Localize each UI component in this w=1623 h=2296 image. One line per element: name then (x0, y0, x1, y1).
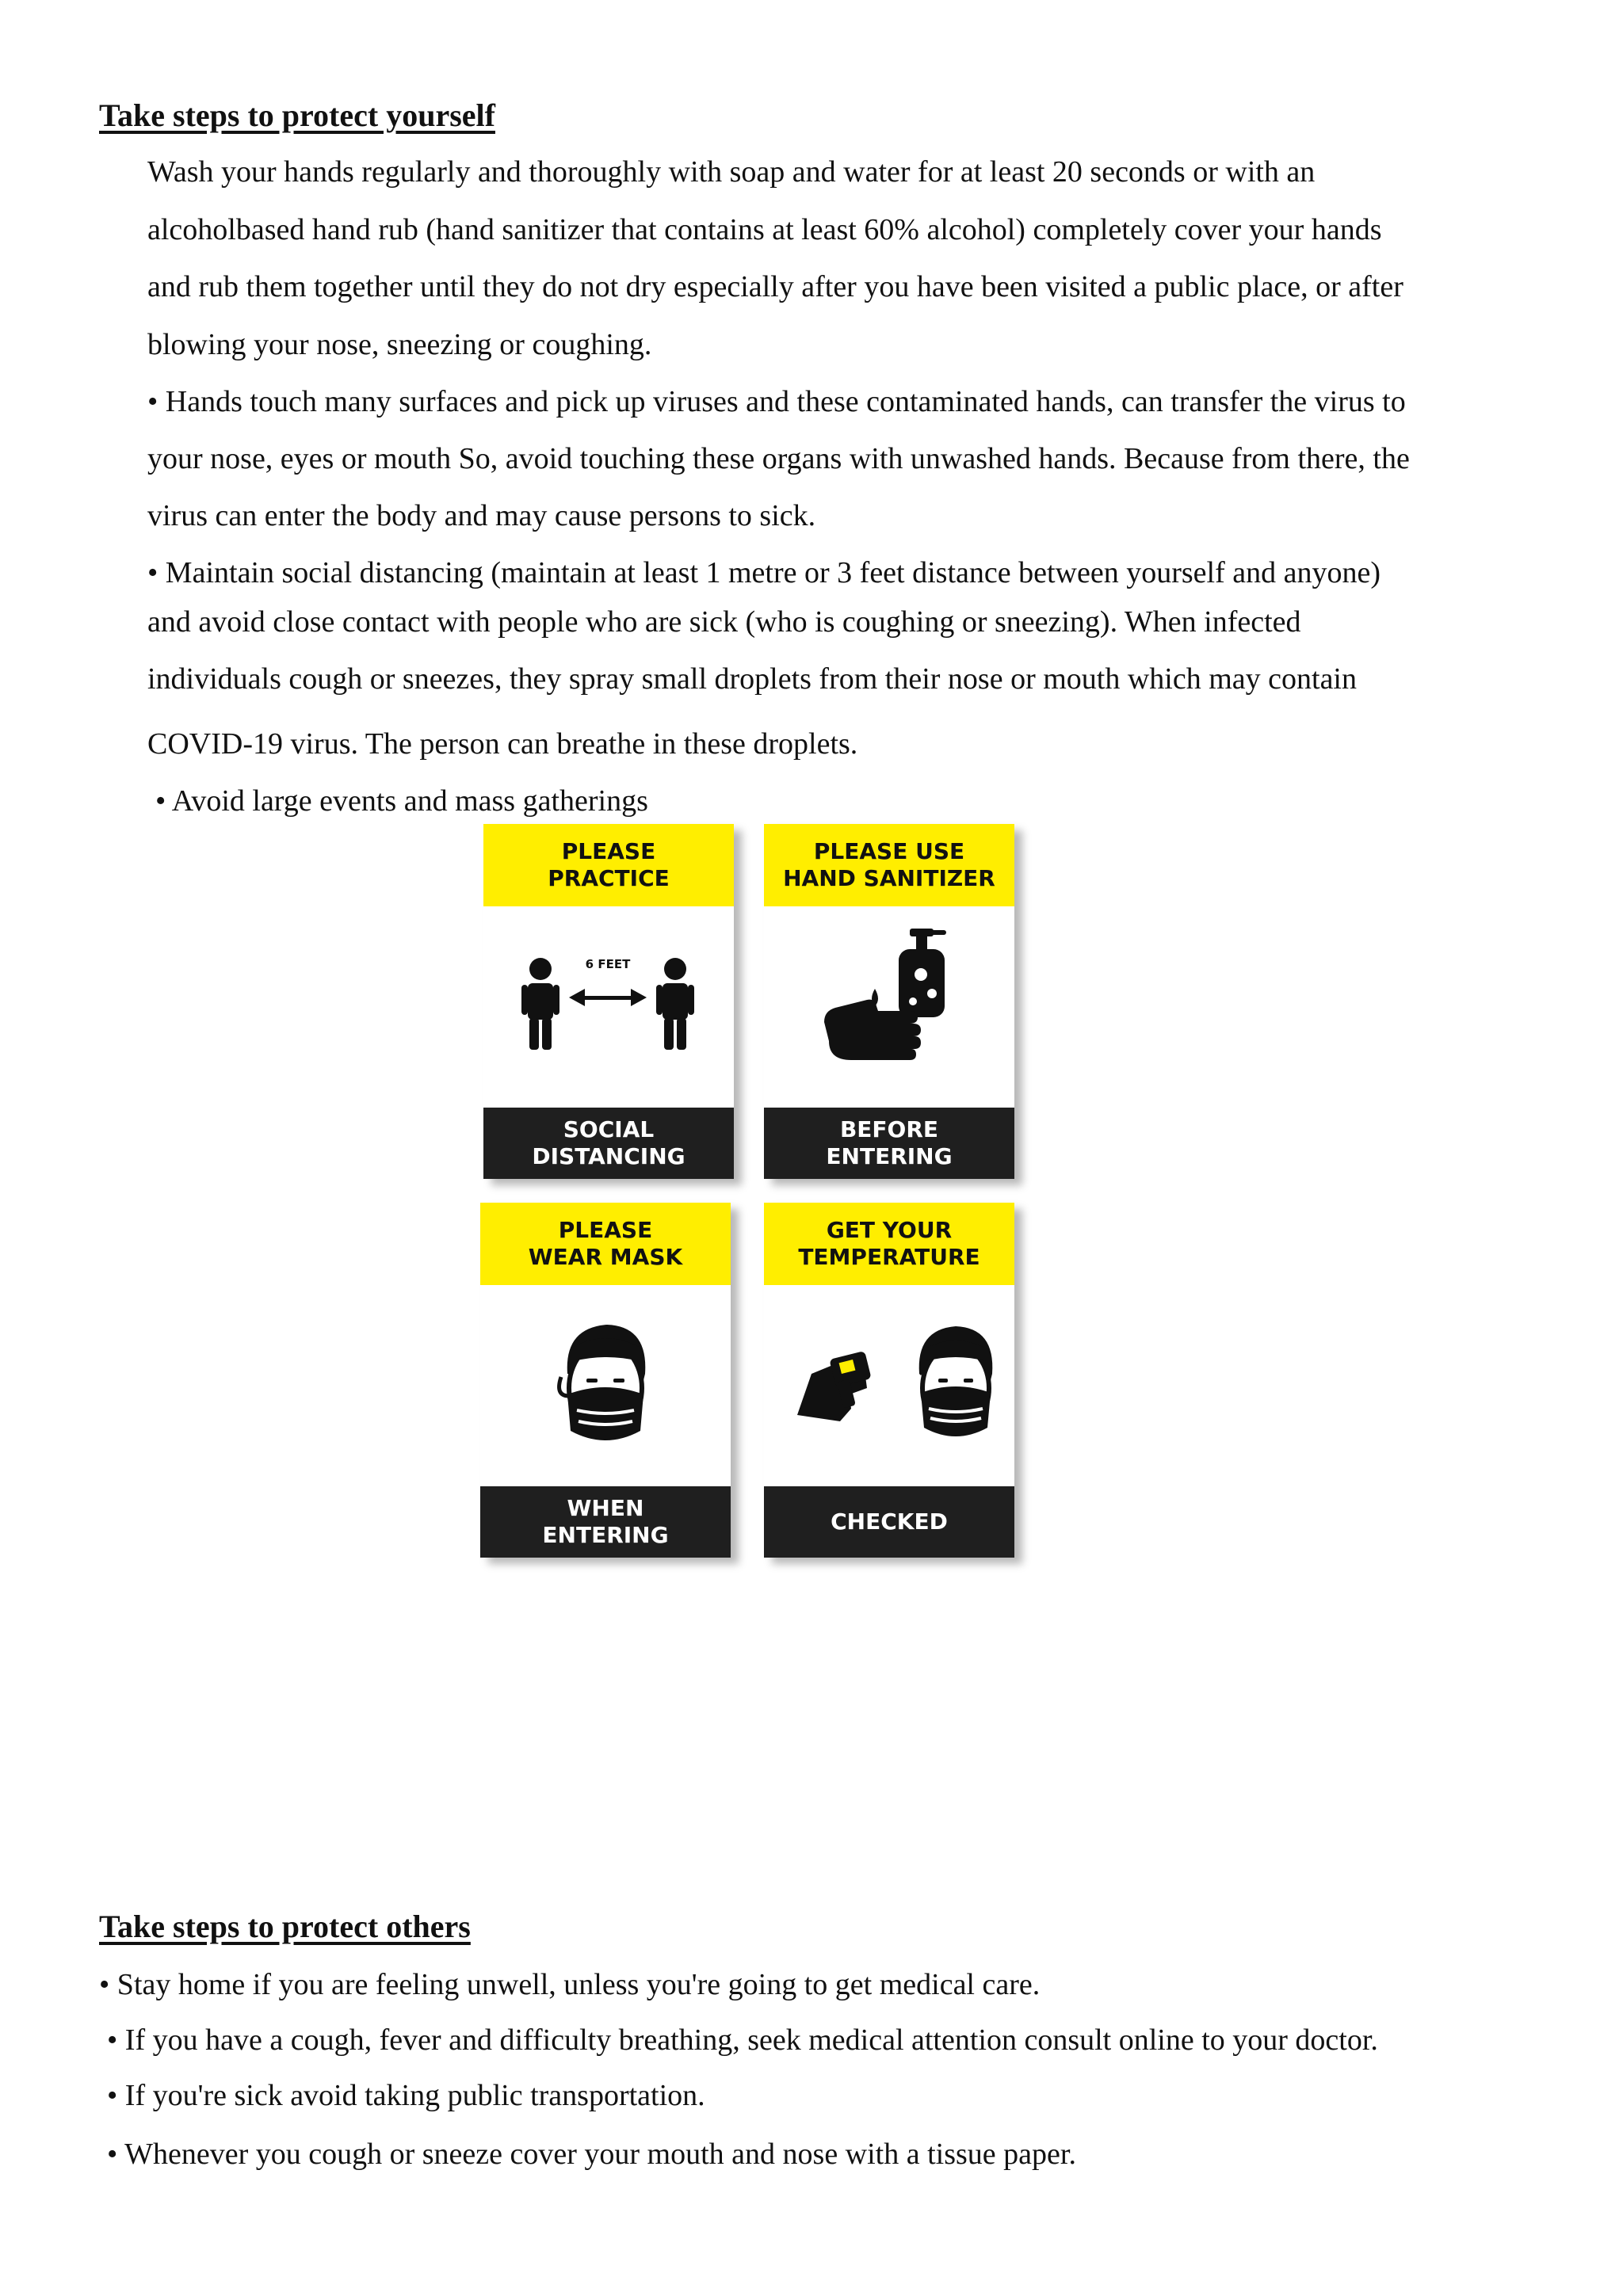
distance-label: 6 FEET (585, 957, 631, 971)
face-mask-icon (480, 1285, 731, 1486)
sign-bottom-label: WHEN ENTERING (542, 1495, 669, 1548)
sign-wear-mask (480, 1203, 731, 1558)
bullet-line: • Avoid large events and mass gatherings (155, 784, 648, 818)
sign-temperature-check (764, 1203, 1014, 1558)
section-heading-protect-others: Take steps to protect others (99, 1909, 471, 1944)
paragraph-line: COVID-19 virus. The person can breathe in these droplets. (147, 727, 858, 761)
sign-top-label: PLEASE WEAR MASK (528, 1217, 683, 1270)
bullet-line: • Hands touch many surfaces and pick up viruses and these contaminated hands, can transfer the virus to (147, 385, 1406, 418)
sign-top-label: GET YOUR TEMPERATURE (798, 1217, 980, 1270)
paragraph-line: blowing your nose, sneezing or coughing. (147, 328, 652, 361)
section-heading-protect-yourself: Take steps to protect yourself (99, 97, 495, 133)
paragraph-line: individuals cough or sneezes, they spray small droplets from their nose or mouth which may contain (147, 662, 1357, 696)
bullet-line: • Stay home if you are feeling unwell, unless you're going to get medical care. (99, 1968, 1041, 2001)
paragraph-line: alcoholbased hand rub (hand sanitizer that contains at least 60% alcohol) completely cover your hands (147, 213, 1382, 246)
social-distancing-icon (483, 906, 734, 1108)
sign-bottom-label: CHECKED (831, 1508, 948, 1535)
sign-bottom-label: SOCIAL DISTANCING (532, 1116, 685, 1169)
sign-bottom-label: BEFORE ENTERING (826, 1116, 953, 1169)
paragraph-line: and rub them together until they do not dry especially after you have been visited a public place, or after (147, 270, 1403, 303)
thermometer-icon (764, 1285, 1014, 1486)
sign-social-distancing (483, 824, 734, 1179)
sign-top-label: PLEASE USE HAND SANITIZER (783, 838, 995, 891)
sign-hand-sanitizer (764, 824, 1014, 1179)
sign-top-label: PLEASE PRACTICE (548, 838, 670, 891)
paragraph-line: virus can enter the body and may cause persons to sick. (147, 499, 816, 532)
bullet-line: • If you're sick avoid taking public transportation. (107, 2079, 705, 2112)
bullet-line: • Whenever you cough or sneeze cover your mouth and nose with a tissue paper. (107, 2138, 1076, 2171)
safety-signs-image (479, 824, 1029, 1569)
paragraph-line: Wash your hands regularly and thoroughly with soap and water for at least 20 seconds or with an (147, 155, 1316, 189)
hand-sanitizer-icon (764, 906, 1014, 1108)
paragraph-line: and avoid close contact with people who are sick (who is coughing or sneezing). When infected (147, 605, 1301, 639)
bullet-line: • Maintain social distancing (maintain at least 1 metre or 3 feet distance between yourself and anyone) (147, 556, 1381, 589)
bullet-line: • If you have a cough, fever and difficulty breathing, seek medical attention consult online to your doctor. (107, 2023, 1378, 2057)
paragraph-line: your nose, eyes or mouth So, avoid touching these organs with unwashed hands. Because from there, the (147, 442, 1410, 475)
